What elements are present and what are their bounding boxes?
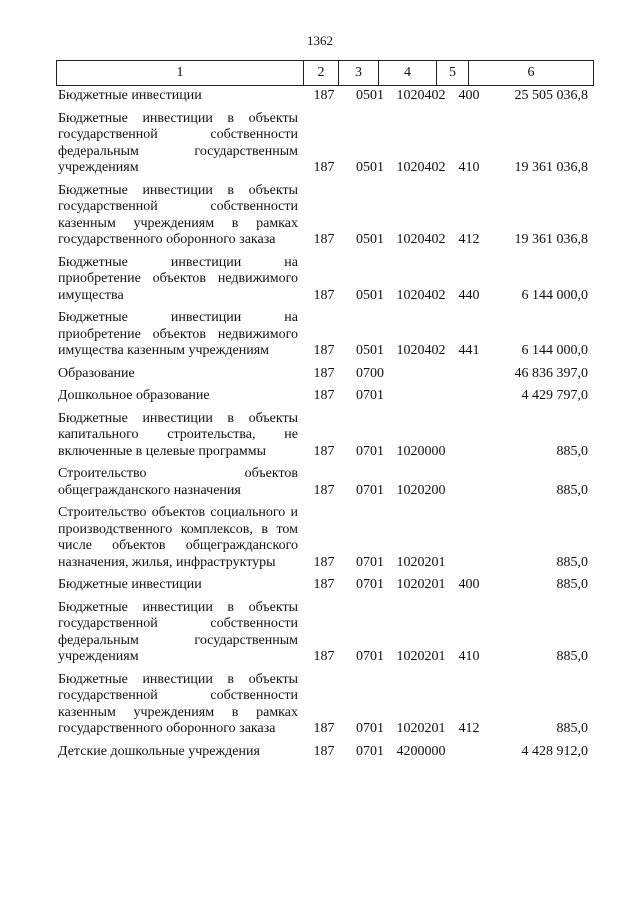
row-target-code: 1020201 xyxy=(396,577,446,592)
row-name: Бюджетные инвестиции в объекты государственной собственности федеральным государственным учреждениям xyxy=(58,599,298,664)
table-row xyxy=(58,388,588,405)
row-amount: 19 361 036,8 xyxy=(514,232,588,247)
row-expense-type: 410 xyxy=(458,649,480,664)
row-ministry-code: 187 xyxy=(313,649,335,664)
row-name: Бюджетные инвестиции в объекты капитального строительства, не включенные в целевые программы xyxy=(58,410,298,459)
row-section-code: 0501 xyxy=(356,343,384,358)
row-expense-type: 412 xyxy=(458,721,480,736)
row-section-code: 0701 xyxy=(356,482,384,498)
row-target-code: 1020402 xyxy=(396,160,446,175)
row-ministry-code: 187 xyxy=(313,388,335,403)
row-amount: 885,0 xyxy=(556,649,588,664)
row-ministry-code: 187 xyxy=(313,88,335,103)
row-expense-type: 412 xyxy=(458,232,480,247)
row-name: Бюджетные инвестиции в объекты государственной собственности федеральным государственным учреждениям xyxy=(58,110,298,175)
row-amount: 885,0 xyxy=(556,721,588,736)
row-section-code: 0701 xyxy=(356,743,384,759)
row-amount: 885,0 xyxy=(556,443,588,459)
column-header-5: 5 xyxy=(437,61,469,86)
row-ministry-code: 187 xyxy=(313,232,335,247)
row-name: Детские дошкольные учреждения xyxy=(58,743,260,759)
table-row xyxy=(58,111,588,177)
row-name: Бюджетные инвестиции в объекты государственной собственности казенным учреждениям в рамках государственного оборонного заказа xyxy=(58,671,298,736)
row-expense-type: 400 xyxy=(458,577,480,592)
row-name: Бюджетные инвестиции на приобретение объектов недвижимого имущества казенным учреждениям xyxy=(58,310,298,358)
table-row xyxy=(58,672,588,738)
row-section-code: 0501 xyxy=(356,160,384,175)
column-header-table xyxy=(56,60,594,86)
row-ministry-code: 187 xyxy=(313,743,335,759)
row-name: Бюджетные инвестиции xyxy=(58,88,202,103)
row-section-code: 0700 xyxy=(356,365,384,381)
row-section-code: 0501 xyxy=(356,287,384,303)
table-row xyxy=(58,310,588,360)
row-name: Бюджетные инвестиции xyxy=(58,577,202,592)
row-target-code: 1020200 xyxy=(396,482,446,498)
row-section-code: 0701 xyxy=(356,649,384,664)
row-target-code: 1020201 xyxy=(396,649,446,664)
row-expense-type: 440 xyxy=(458,287,480,303)
table-row xyxy=(58,600,588,666)
row-ministry-code: 187 xyxy=(313,443,335,459)
row-ministry-code: 187 xyxy=(313,160,335,175)
row-ministry-code: 187 xyxy=(313,287,335,303)
column-header-row xyxy=(57,61,594,86)
row-ministry-code: 187 xyxy=(313,365,335,381)
row-section-code: 0701 xyxy=(356,721,384,736)
row-expense-type: 400 xyxy=(458,88,480,103)
table-row xyxy=(58,88,588,105)
row-section-code: 0701 xyxy=(356,554,384,570)
row-ministry-code: 187 xyxy=(313,554,335,570)
page-number: 1362 xyxy=(307,33,333,48)
row-amount: 19 361 036,8 xyxy=(514,160,588,175)
row-ministry-code: 187 xyxy=(313,577,335,592)
row-target-code: 1020402 xyxy=(396,343,446,358)
table-row xyxy=(58,505,588,571)
row-target-code: 4200000 xyxy=(396,743,446,759)
row-ministry-code: 187 xyxy=(313,482,335,498)
row-amount: 4 429 797,0 xyxy=(521,388,588,403)
row-name: Образование xyxy=(58,365,135,381)
row-section-code: 0701 xyxy=(356,577,384,592)
row-amount: 6 144 000,0 xyxy=(521,287,588,303)
row-target-code: 1020402 xyxy=(396,232,446,247)
table-row xyxy=(58,744,588,761)
row-name: Бюджетные инвестиции на приобретение объектов недвижимого имущества xyxy=(58,254,298,303)
row-target-code: 1020201 xyxy=(396,554,446,570)
row-target-code: 1020402 xyxy=(396,287,446,303)
table-row xyxy=(58,366,588,383)
row-section-code: 0701 xyxy=(356,443,384,459)
table-row xyxy=(58,466,588,499)
row-section-code: 0501 xyxy=(356,88,384,103)
row-amount: 25 505 036,8 xyxy=(514,88,588,103)
row-section-code: 0501 xyxy=(356,232,384,247)
row-name: Строительство объектов общегражданского назначения xyxy=(58,466,298,498)
budget-table-body xyxy=(58,88,588,766)
row-section-code: 0701 xyxy=(356,388,384,403)
row-ministry-code: 187 xyxy=(313,343,335,358)
row-amount: 4 428 912,0 xyxy=(521,743,588,759)
row-target-code: 1020201 xyxy=(396,721,446,736)
row-name: Бюджетные инвестиции в объекты государственной собственности казенным учреждениям в рамках государственного оборонного заказа xyxy=(58,182,298,247)
row-amount: 46 836 397,0 xyxy=(514,365,588,381)
column-header-4: 4 xyxy=(379,61,437,86)
column-header-1: 1 xyxy=(57,61,304,86)
row-amount: 885,0 xyxy=(556,577,588,592)
row-expense-type: 441 xyxy=(458,343,480,358)
row-ministry-code: 187 xyxy=(313,721,335,736)
column-header-3: 3 xyxy=(339,61,379,86)
row-name: Строительство объектов социального и производственного комплексов, в том числе объектов общегражданского назначения, жилья, инфраструктуры xyxy=(58,505,298,570)
column-header-2: 2 xyxy=(304,61,339,86)
table-row xyxy=(58,183,588,249)
row-target-code: 1020402 xyxy=(396,88,446,103)
row-expense-type: 410 xyxy=(458,160,480,175)
row-target-code: 1020000 xyxy=(396,443,446,459)
row-amount: 885,0 xyxy=(556,482,588,498)
column-header-6: 6 xyxy=(469,61,594,86)
row-amount: 885,0 xyxy=(556,554,588,570)
row-amount: 6 144 000,0 xyxy=(521,343,588,358)
table-row xyxy=(58,411,588,461)
table-row xyxy=(58,255,588,305)
row-name: Дошкольное образование xyxy=(58,388,210,403)
table-row xyxy=(58,577,588,594)
